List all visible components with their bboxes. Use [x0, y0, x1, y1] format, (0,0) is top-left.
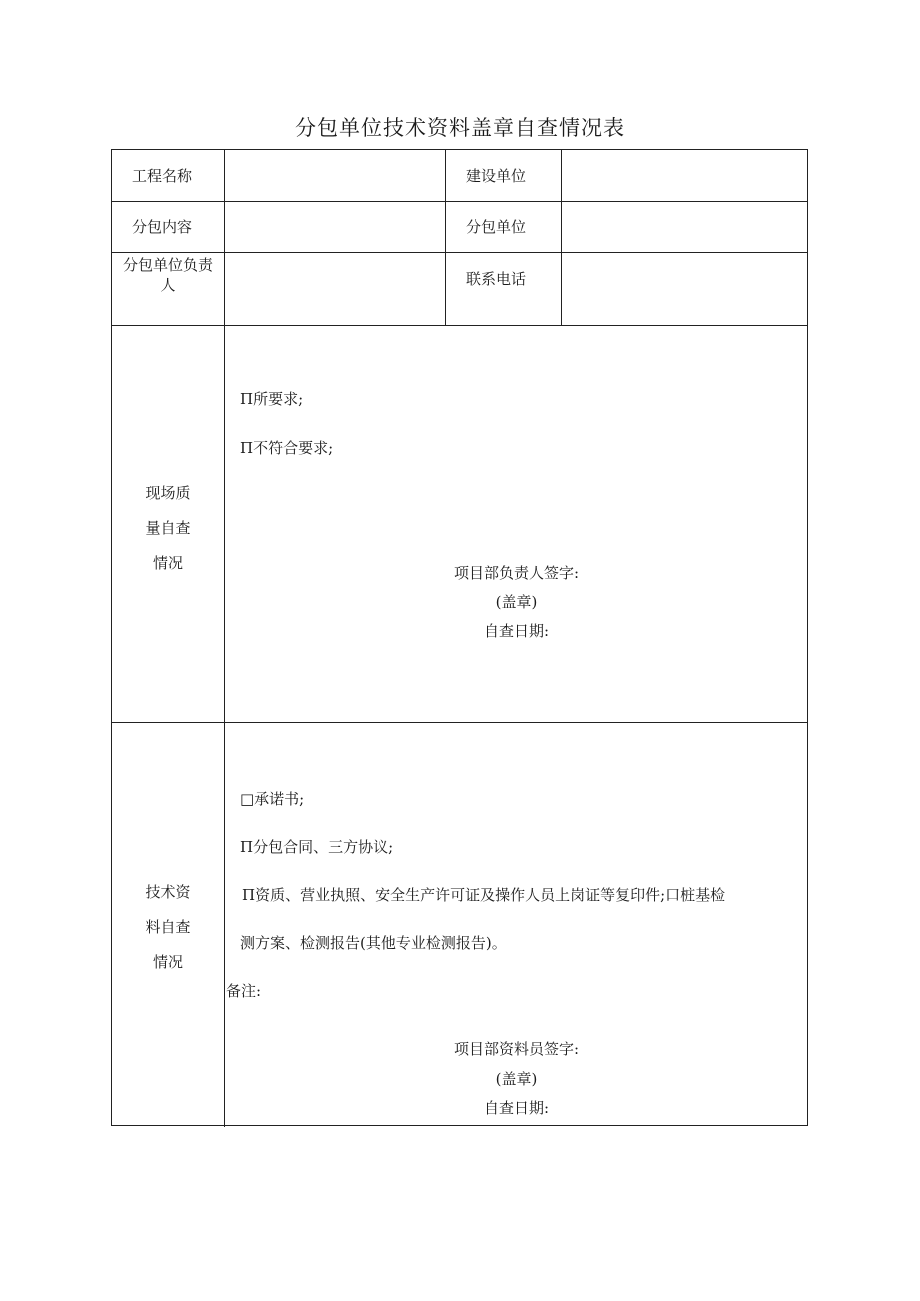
site-quality-label-line3: 情况: [152, 554, 183, 572]
item-qualification-documents[interactable]: Π资质、营业执照、安全生产许可证及操作人员上岗证等复印件;口桩基检: [242, 886, 726, 904]
option-meets-requirements[interactable]: Π所要求;: [240, 390, 304, 408]
site-leader-sign-label: 项目部负责人签字:: [453, 564, 580, 582]
option-not-meets-requirements[interactable]: Π不符合要求;: [240, 439, 334, 457]
item-commitment-letter[interactable]: □承诺书;: [240, 790, 305, 808]
subcontract-unit-label: 分包单位: [465, 218, 526, 236]
construction-unit-field[interactable]: [562, 151, 808, 201]
subcontract-content-label: 分包内容: [131, 218, 192, 236]
item-testing-reports: 测方案、检测报告(其他专业检测报告)。: [240, 934, 507, 952]
project-name-label: 工程名称: [131, 167, 192, 185]
tech-docs-label: [112, 875, 224, 980]
self-check-form-table: [111, 149, 808, 1126]
subcontract-leader-field[interactable]: [225, 253, 445, 325]
site-check-date-label: 自查日期:: [483, 622, 550, 640]
subcontract-content-field[interactable]: [225, 202, 445, 252]
subcontract-unit-field[interactable]: [562, 202, 808, 252]
remarks-label: 备注:: [226, 982, 262, 1000]
row-divider: [112, 325, 807, 326]
contact-phone-label: 联系电话: [465, 270, 526, 288]
docs-clerk-sign-label: 项目部资料员签字:: [453, 1040, 580, 1058]
construction-unit-label: 建设单位: [465, 167, 526, 185]
site-stamp-label: (盖章): [495, 593, 538, 611]
row-divider: [112, 722, 807, 723]
item-subcontract-agreement[interactable]: Π分包合同、三方协议;: [240, 838, 394, 856]
project-name-field[interactable]: [225, 151, 445, 201]
tech-docs-label-line2: 料自查: [145, 918, 191, 936]
docs-check-date-label: 自查日期:: [483, 1099, 550, 1117]
site-quality-label: [112, 476, 224, 581]
subcontract-leader-label-line1: 分包单位负责: [122, 256, 213, 274]
tech-docs-label-line1: 技术资: [145, 883, 191, 901]
site-quality-label-line1: 现场质: [145, 484, 191, 502]
subcontract-leader-label-line2: 人: [160, 276, 176, 294]
form-title: 分包单位技术资料盖章自查情况表: [295, 116, 625, 140]
tech-docs-label-line3: 情况: [152, 953, 183, 971]
site-quality-label-line2: 量自查: [145, 519, 191, 537]
docs-stamp-label: (盖章): [495, 1070, 538, 1088]
subcontract-leader-label: [112, 255, 224, 295]
contact-phone-field[interactable]: [562, 253, 808, 325]
